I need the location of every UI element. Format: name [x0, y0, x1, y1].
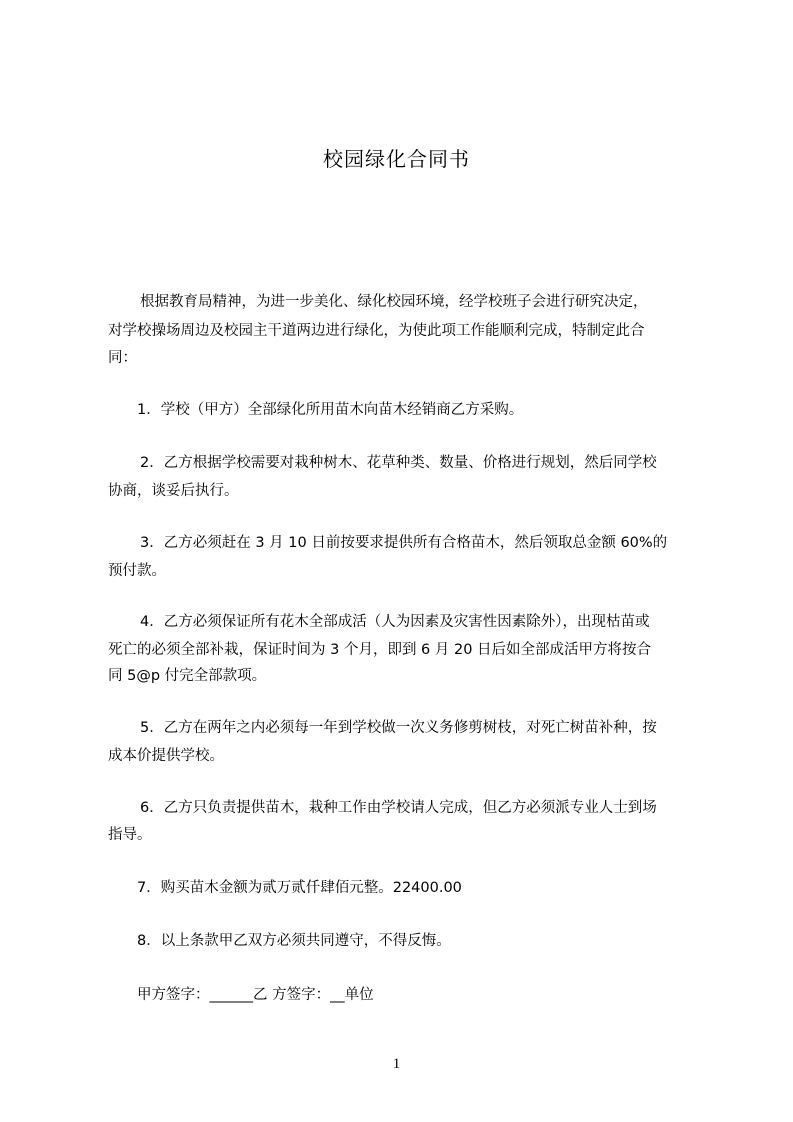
intro-line-1: 根据教育局精神，为进一步美化、绿化校园环境，经学校班子会进行研究决定，: [140, 294, 648, 310]
intro-line-3: 同：: [108, 350, 137, 366]
clause-1-line-1: 1．学校（甲方）全部绿化所用苗木向苗木经销商乙方采购。: [137, 402, 524, 418]
clause-3-line-2: 预付款。: [108, 563, 166, 579]
clause-3-line-1: 3．乙方必须赶在 3 月 10 日前按要求提供所有合格苗木，然后领取总金额 60%的: [140, 535, 668, 551]
clause-5-line-1: 5．乙方在两年之内必须每一年到学校做一次义务修剪树枝，对死亡树苗补种，按: [140, 720, 657, 736]
clause-2-line-1: 2．乙方根据学校需要对栽种树木、花草种类、数量、价格进行规划，然后同学校: [140, 455, 657, 471]
clause-8-line-1: 8．以上条款甲乙双方必须共同遵守，不得反悔。: [137, 933, 451, 949]
signature-line: 甲方签字：______乙 方签字：__单位: [137, 987, 374, 1003]
clause-4-line-3: 同 5@p 付完全部款项。: [108, 668, 267, 684]
clause-4-line-1: 4．乙方必须保证所有花木全部成活（人为因素及灾害性因素除外），出现枯苗或: [140, 614, 650, 630]
page-number: 1: [392, 1056, 401, 1072]
clause-2-line-2: 协商，谈妥后执行。: [108, 483, 239, 499]
clause-7-line-1: 7．购买苗木金额为贰万贰仟肆佰元整。22400.00: [137, 880, 462, 896]
clause-4-line-2: 死亡的必须全部补栽，保证时间为 3 个月，即到 6 月 20 日后如全部成活甲方将按合: [108, 642, 652, 658]
clause-5-line-2: 成本价提供学校。: [108, 748, 224, 764]
intro-line-2: 对学校操场周边及校园主干道两边进行绿化，为使此项工作能顺利完成，特制定此合: [108, 323, 645, 339]
document-title: 校园绿化合同书: [323, 147, 470, 171]
clause-6-line-2: 指导。: [108, 827, 152, 843]
clause-6-line-1: 6．乙方只负责提供苗木，栽种工作由学校请人完成，但乙方必须派专业人士到场: [140, 800, 657, 816]
